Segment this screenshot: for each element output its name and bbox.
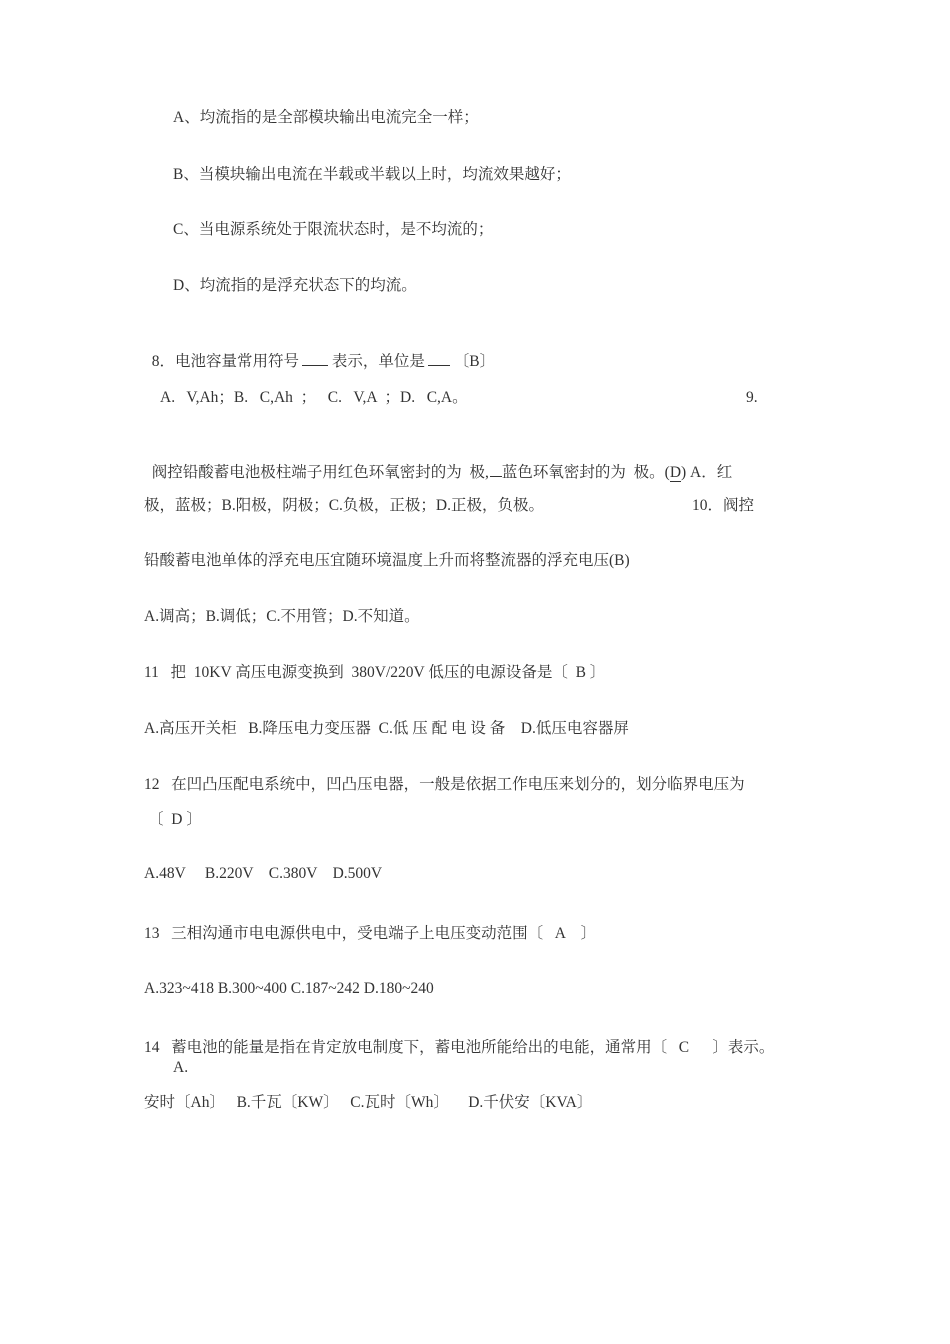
question-14-options: 安时〔Ah〕 B.千瓦〔KW〕 C.瓦时〔Wh〕 D.千伏安〔KVA〕 (144, 1094, 593, 1111)
question-8-blank-1 (302, 351, 328, 366)
question-8-text-c: 〔B〕 (449, 353, 496, 370)
option-d-line: D、均流指的是浮充状态下的均流。 (173, 277, 417, 294)
question-12-answer: 〔 D 〕 (148, 811, 202, 828)
option-a-line: A、均流指的是全部模块输出电流完全一样； (173, 109, 479, 126)
question-10-options: A.调高；B.调低；C.不用管；D.不知道。 (144, 608, 420, 625)
option-c-line: C、当电源系统处于限流状态时，是不均流的； (173, 221, 494, 238)
question-9-text-d: ) A．红 (681, 464, 733, 481)
question-10-number: 10．阀控 (692, 497, 755, 514)
question-14: 14 蓄电池的能量是指在肯定放电制度下，蓄电池所能给出的电能，通常用〔 C 〕表示。 (144, 1039, 775, 1056)
question-10: 铅酸蓄电池单体的浮充电压宜随环境温度上升而将整流器的浮充电压(B) (144, 552, 630, 569)
question-12-options: A.48V B.220V C.380V D.500V (144, 865, 383, 882)
question-13-options: A.323~418 B.300~400 C.187~242 D.180~240 (144, 980, 434, 997)
question-9-text-a: 阀控铅酸蓄电池极柱端子用红色环氧密封的为 极, (151, 464, 489, 481)
question-9-blank-1 (490, 462, 502, 477)
question-8 (144, 331, 495, 372)
question-12: 12 在凹凸压配电系统中，凹凸压电器，一般是依据工作电压来划分的，划分临界电压为 (144, 776, 745, 793)
question-13: 13 三相沟通市电电源供电中，受电端子上电压变动范围〔 A 〕 (144, 925, 597, 942)
question-9-text-b: 蓝色环氧密封的为 极。( (501, 464, 670, 481)
option-b-line: B、当模块输出电流在半载或半载以上时，均流效果越好； (173, 166, 571, 183)
question-8-blank-2 (428, 351, 450, 366)
question-11: 11 把 10KV 高压电源变换到 380V/220V 低压的电源设备是〔 B 〕 (144, 664, 606, 681)
question-9-answer: D (669, 464, 682, 481)
question-9-number: 9. (746, 389, 758, 406)
question-8-text-a: 8．电池容量常用符号 (151, 353, 300, 370)
question-14-option-a: A. (173, 1059, 189, 1076)
question-9-options: 极，蓝极；B.阳极，阴极；C.负极，正极；D.正极，负极。 (144, 497, 544, 514)
question-8-options: A. V,Ah；B. C,Ah ； C. V,A ；D. C,A。 (160, 389, 468, 406)
question-8-text-b: 表示，单位是 (328, 353, 425, 370)
question-11-options: A.高压开关柜 B.降压电力变压器 C.低 压 配 电 设 备 D.低压电容器屏 (144, 720, 629, 737)
question-9 (144, 442, 732, 483)
